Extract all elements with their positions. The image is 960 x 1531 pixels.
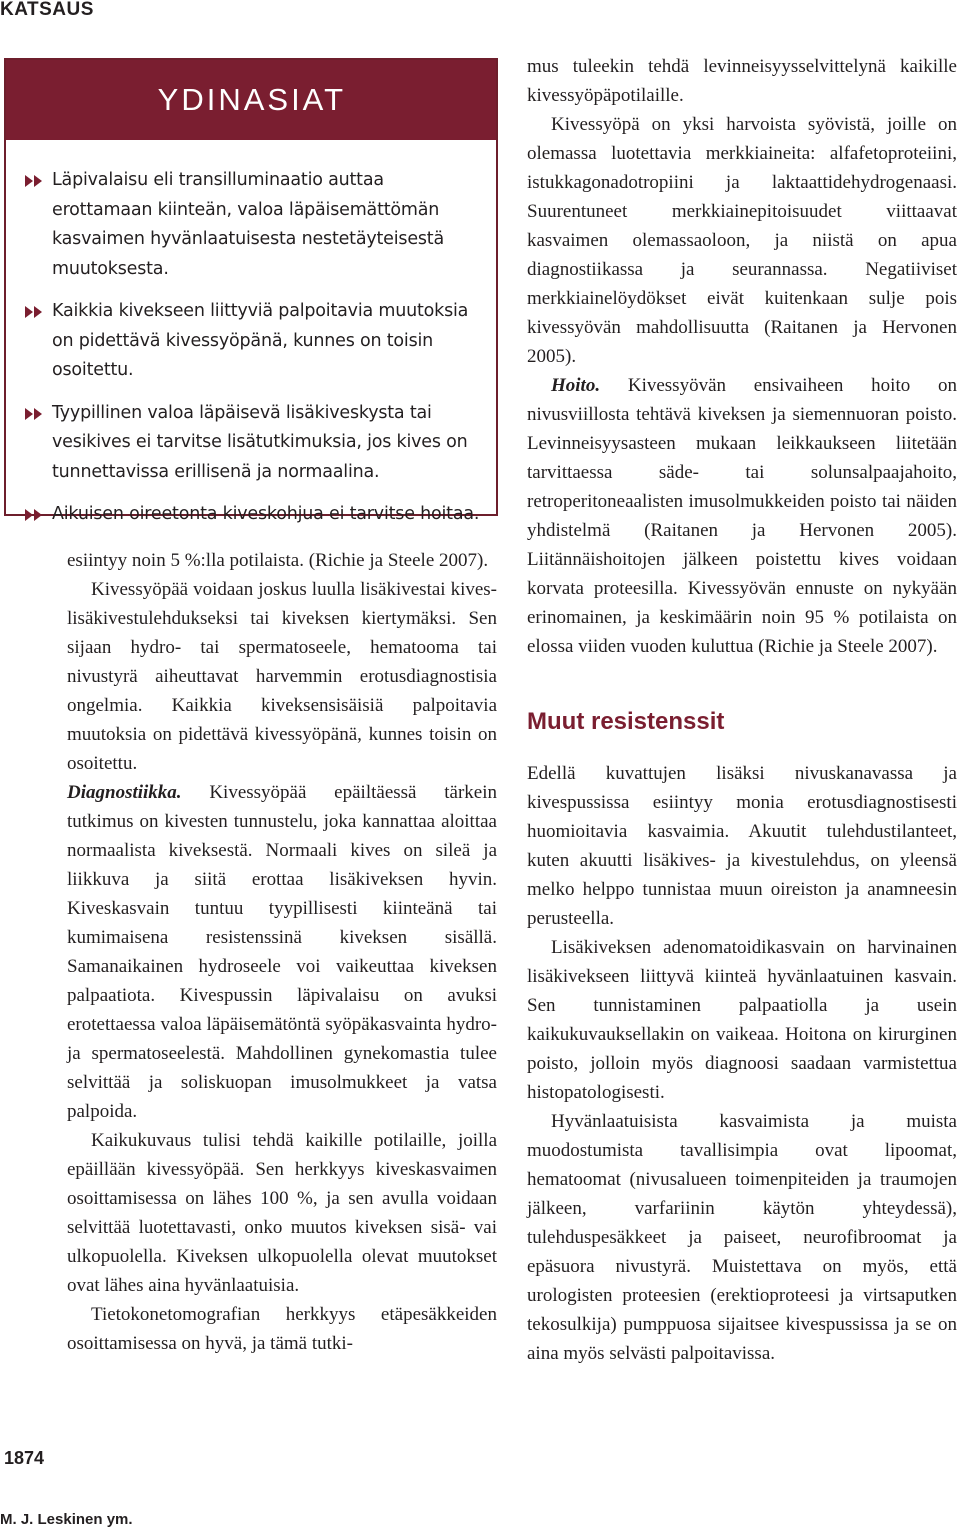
section-label: KATSAUS: [0, 0, 94, 20]
run-in-heading: Hoito.: [551, 375, 601, 396]
paragraph: Kaikukuvaus tulisi tehdä kaikille potilaille, joilla epäillään kivessyöpää. Sen herkkyys kiveskasvaimen osoittamisessa on lähes 100 %, ja sen avulla voidaan selvittää luotettavasti, onko muutos kiveksen sisä- vai ulkopuolella. Kiveksen ulkopuolella olevat muutokset ovat lähes aina hyvänlaatuisia.: [67, 1130, 497, 1296]
key-point-item: [24, 297, 480, 386]
section-heading: Muut resistenssit: [527, 708, 725, 735]
paragraph: Hyvänlaatuisista kasvaimista ja muista muodostumista tavallisimpia ovat lipoomat, hematoomat (nivusalueen toimenpiteiden ja traumojen jälkeen, varfariinin käytön yhteydessä), tulehduspesäkkeet ja paiseet, neurofibroomat ja epäsuora nivustyrä. Muistettava on myös, että urologisten proteesien (erektioproteesi ja virtsaputken tekosulkija) pumppuosa sijaitsee kivespussissa ja se on aina myös selvästi palpoitavissa.: [527, 1111, 957, 1364]
paragraph-text: Kivessyövän ensivaiheen hoito on nivusviillosta tehtävä kiveksen ja siemennuoran poisto. Levinneisyysasteen mukaan leikkaukseen liitetään tarvittaessa säde- tai solunsalpaajahoito, retroperitoneaalisten imusolmukkeiden poisto tai näiden yhdistelmä (Raitanen ja Hervonen 2005). Liitännäishoitojen jälkeen poistettu kives voidaan korvata proteesilla. Kivessyövän ennuste on nykyään erinomainen, ja keskimäärin noin 95 % potilaista on elossa viiden vuoden kuluttua (Richie ja Steele 2007).: [527, 375, 957, 657]
paragraph: mus tuleekin tehdä levinneisyysselvittelynä kaikille kivessyöpäpotilaille.: [527, 56, 957, 106]
double-chevron-right-icon: [24, 175, 44, 187]
paragraph: Tietokonetomografian herkkyys etäpesäkkeiden osoittamisessa on hyvä, ja tämä tutki-: [67, 1304, 497, 1354]
paragraph: Kivessyöpää voidaan joskus luulla lisäkivestai kives-lisäkivestulehdukseksi tai kiveksen kiertymäksi. Sen sijaan hydro- tai spermatoseele, hematooma tai nivustyrä aiheuttavat harvemmin erotusdiagnostisia ongelmia. Kaikkia kiveksensisäisiä palpoitavia muutoksia on pidettävä kivessyöpänä, kunnes toisin on osoitettu.: [67, 579, 497, 774]
left-column: [67, 546, 497, 1358]
key-points-header: [6, 60, 496, 140]
page-number: 1874: [4, 1448, 45, 1468]
key-points-list: [6, 140, 496, 530]
key-point-item: [24, 166, 480, 284]
key-point-item: [24, 500, 480, 530]
right-column: [527, 52, 957, 1368]
double-chevron-right-icon: [24, 408, 44, 420]
key-point-text: Läpivalaisu eli transilluminaatio auttaa erottamaan kiinteän, valoa läpäisemättömän kasvaimen hyvänlaatuisesta nestetäyteisestä muutoksesta.: [52, 170, 444, 279]
run-in-heading: Diagnostiikka.: [67, 782, 182, 803]
key-points-box: [4, 58, 498, 524]
paragraph: esiintyy noin 5 %:lla potilaista. (Richie ja Steele 2007).: [67, 550, 489, 571]
key-point-item: [24, 399, 480, 488]
key-point-text: Kaikkia kivekseen liittyviä palpoitavia muutoksia on pidettävä kivessyöpänä, kunnes on toisin osoitettu.: [52, 301, 469, 380]
key-points-title: YDINASIAT: [157, 82, 346, 117]
paragraph: Edellä kuvattujen lisäksi nivuskanavassa ja kivespussissa esiintyy monia erotusdiagnostisesti huomioitavia kasvaimia. Akuutit tulehdustilanteet, kuten akuutti lisäkives- ja kivestulehdus, on yleensä melko helppo tunnistaa muun oireiston ja anamneesin perusteella.: [527, 763, 957, 929]
paragraph-hoito: [527, 371, 957, 661]
key-point-text: Aikuisen oireetonta kiveskohjua ei tarvitse hoitaa.: [52, 504, 480, 524]
paragraph-text: Kivessyöpää epäiltäessä tärkein tutkimus on kivesten tunnustelu, joka kannattaa aloittaa normaalista kiveksestä. Normaali kives on sileä ja liikkuva ja siitä erottaa lisäkiveksen hyvin. Kiveskasvain tuntuu tyypillisesti kiinteänä tai kumimaisena resistenssinä kiveksen sisällä. Samanaikainen hydroseele voi vaikeuttaa kiveksen palpaatiota. Kivespussin läpivalaisu on avuksi erotettaessa valoa läpäisemätöntä syöpäkasvainta hydro- ja spermatoseelestä. Mahdollinen gynekomastia tulee selvittää ja soliskuopan imusolmukkeet ja vatsa palpoida.: [67, 782, 497, 1122]
paragraph: Lisäkiveksen adenomatoidikasvain on harvinainen lisäkivekseen liittyvä kiinteä hyvänlaatuinen kasvain. Sen tunnistaminen palpaatiolla ja usein kaikukuvauksellakin on vaikeaa. Hoitona on kirurginen poisto, jolloin myös diagnoosi saadaan varmistettua histopatologisesti.: [527, 937, 957, 1103]
paragraph: Kivessyöpä on yksi harvoista syövistä, joille on olemassa luotettavia merkkiaineita: alfafetoproteiini, istukkagonadotropiini ja laktaattidehydrogenaasi. Suurentuneet merkkiainepitoisuudet viittaavat kasvaimen olemassaoloon, ja niistä on apua diagnostiikassa ja seurannassa. Negatiiviset merkkiainelöydökset eivät kuitenkaan sulje pois kivessyövän mahdollisuutta (Raitanen ja Hervonen 2005).: [527, 114, 957, 367]
key-point-text: Tyypillinen valoa läpäisevä lisäkiveskysta tai vesikives ei tarvitse lisätutkimuksia, jos kives on tunnettavissa erillisenä ja normaalina.: [52, 402, 468, 482]
double-chevron-right-icon: [24, 509, 44, 521]
paragraph-diagnostiikka: [67, 778, 497, 1126]
footer-author: M. J. Leskinen ym.: [0, 1511, 133, 1528]
double-chevron-right-icon: [24, 306, 44, 318]
